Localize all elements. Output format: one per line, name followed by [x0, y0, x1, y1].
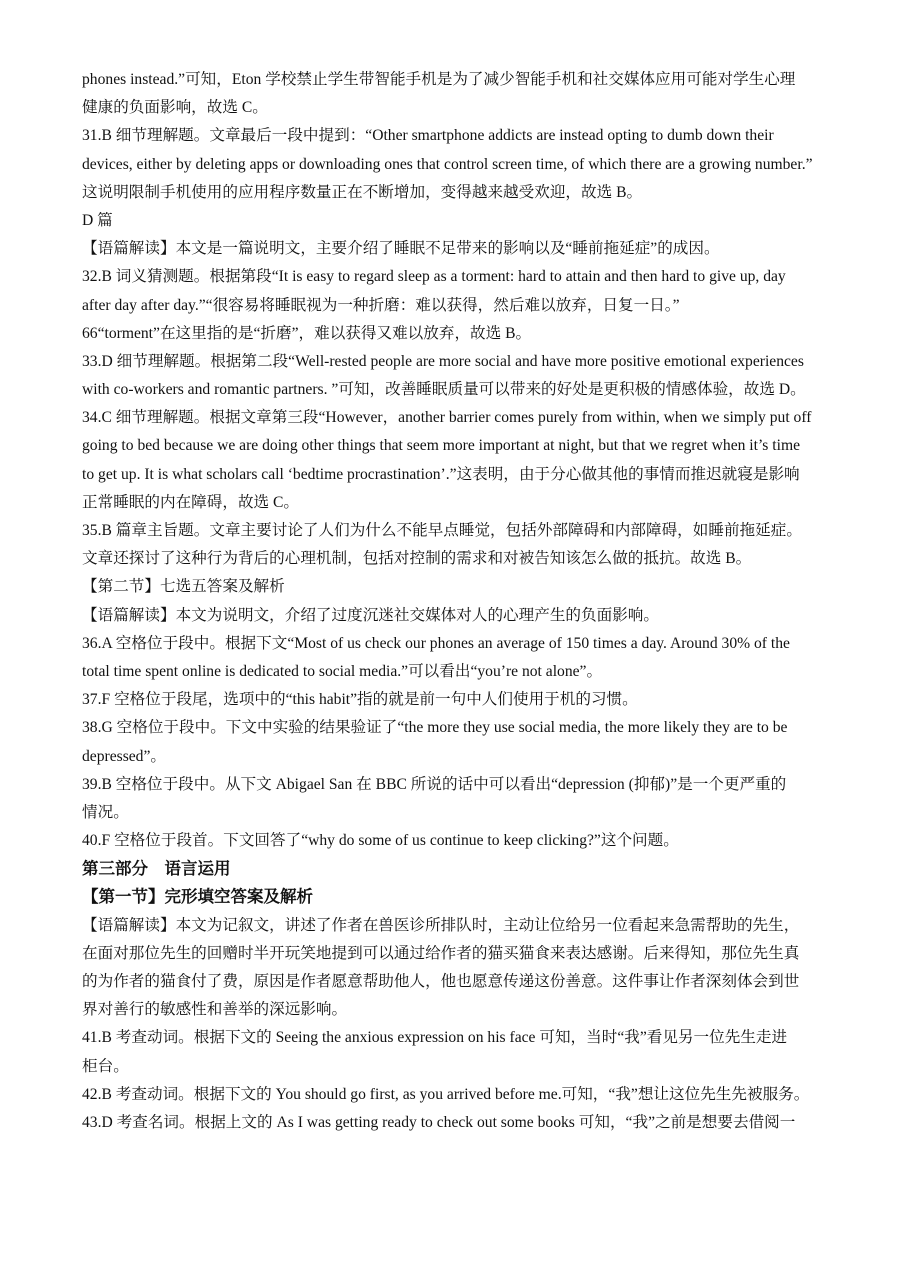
text-line: 42.B 考查动词。根据下文的 You should go first, as you arrived before me.可知，“我”想让这位先生先被服务。 — [82, 1085, 810, 1103]
text-line: after day after day.”“很容易将睡眠视为一种折磨：难以获得，然后难以放弃，日复一日。” — [82, 296, 680, 314]
answer-key-page — [82, 66, 822, 1137]
text-line: 文章还探讨了这种行为背后的心理机制，包括对控制的需求和对被告知该怎么做的抵抗。故选 B。 — [82, 550, 752, 568]
text-line: total time spent online is dedicated to social media.”可以看出“you’re not alone”。 — [82, 662, 603, 680]
text-line: 40.F 空格位于段首。下文回答了“why do some of us continue to keep clicking?”这个问题。 — [82, 832, 679, 850]
text-line: 36.A 空格位于段中。根据下文“Most of us check our phones an average of 150 times a day. Around 30% of the — [82, 634, 790, 652]
text-line: 66“torment”在这里指的是“折磨”，难以获得又难以放弃，故选 B。 — [82, 324, 532, 342]
text-line: 33.D 细节理解题。根据第二段“Well-rested people are more social and have more positive emotional experiences — [82, 352, 804, 370]
text-line: 39.B 空格位于段中。从下文 Abigael San 在 BBC 所说的话中可以看出“depression (抑郁)”是一个更严重的 — [82, 775, 787, 793]
text-line: 正常睡眠的内在障碍，故选 C。 — [82, 493, 300, 511]
text-line: 32.B 词义猜测题。根据第段“It is easy to regard sleep as a torment: hard to attain and then hard to give up, day — [82, 268, 786, 286]
text-line: 34.C 细节理解题。根据文章第三段“However，another barrier comes purely from within, when we simply put off — [82, 409, 812, 427]
text-line: 情况。 — [82, 803, 129, 821]
text-line: 的为作者的猫食付了费，原因是作者愿意帮助他人，他也愿意传递这份善意。这件事让作者深刻体会到世 — [82, 973, 800, 990]
text-line: to get up. It is what scholars call ‘bedtime procrastination’.”这表明，由于分心做其他的事情而推迟就寝是影响 — [82, 465, 800, 483]
text-line: 【语篇解读】本文为说明文，介绍了过度沉迷社交媒体对人的心理产生的负面影响。 — [82, 606, 659, 624]
text-line: phones instead.”可知，Eton 学校禁止学生带智能手机是为了减少智能手机和社交媒体应用可能对学生心理 — [82, 71, 796, 88]
text-line: with co-workers and romantic partners. ”可知，改善睡眠质量可以带来的好处是更积极的情感体验，故选 D。 — [82, 381, 806, 399]
text-line: 41.B 考查动词。根据下文的 Seeing the anxious expression on his face 可知，当时“我”看见另一位先生走进 — [82, 1029, 788, 1047]
text-line: depressed”。 — [82, 747, 166, 765]
text-line: 柜台。 — [82, 1057, 129, 1075]
text-line: going to bed because we are doing other things that seem more important at night, but that we regret when it’s time — [82, 437, 800, 455]
cloze-section-heading: 【第一节】完形填空答案及解析 — [82, 887, 313, 907]
text-line: 【语篇解读】本文是一篇说明文，主要介绍了睡眠不足带来的影响以及“睡前拖延症”的成因。 — [82, 240, 720, 258]
part-three-heading: 第三部分 语言运用 — [82, 859, 231, 879]
text-line: 在面对那位先生的回赠时半开玩笑地提到可以通过给作者的猫买猫食来表达感谢。后来得知，那位先生真 — [82, 944, 800, 962]
text-line: 31.B 细节理解题。文章最后一段中提到：“Other smartphone addicts are instead opting to dumb down their — [82, 127, 774, 145]
text-line: devices, either by deleting apps or downloading ones that control screen time, of which there are a growing number.” — [82, 155, 813, 173]
text-line: 界对善行的敏感性和善举的深远影响。 — [82, 1001, 348, 1019]
text-line: 这说明限制手机使用的应用程序数量正在不断增加，变得越来越受欢迎，故选 B。 — [82, 183, 643, 201]
text-line: 43.D 考查名词。根据上文的 As I was getting ready to check out some books 可知，“我”之前是想要去借阅一 — [82, 1113, 796, 1131]
text-line: 38.G 空格位于段中。下文中实验的结果验证了“the more they use social media, the more likely they are to be — [82, 719, 788, 737]
text-line: 健康的负面影响，故选 C。 — [82, 99, 268, 117]
text-line: 37.F 空格位于段尾，选项中的“this habit”指的就是前一句中人们使用于机的习惯。 — [82, 691, 638, 709]
text-line: 【语篇解读】本文为记叙文，讲述了作者在兽医诊所排队时，主动让位给另一位看起来急需帮助的先生， — [82, 916, 800, 934]
text-line: 35.B 篇章主旨题。文章主要讨论了人们为什么不能早点睡觉，包括外部障碍和内部障碍，如睡前拖延症。 — [82, 522, 802, 539]
section-two-heading: 【第二节】七选五答案及解析 — [82, 578, 285, 596]
passage-d-heading: D 篇 — [82, 211, 113, 229]
